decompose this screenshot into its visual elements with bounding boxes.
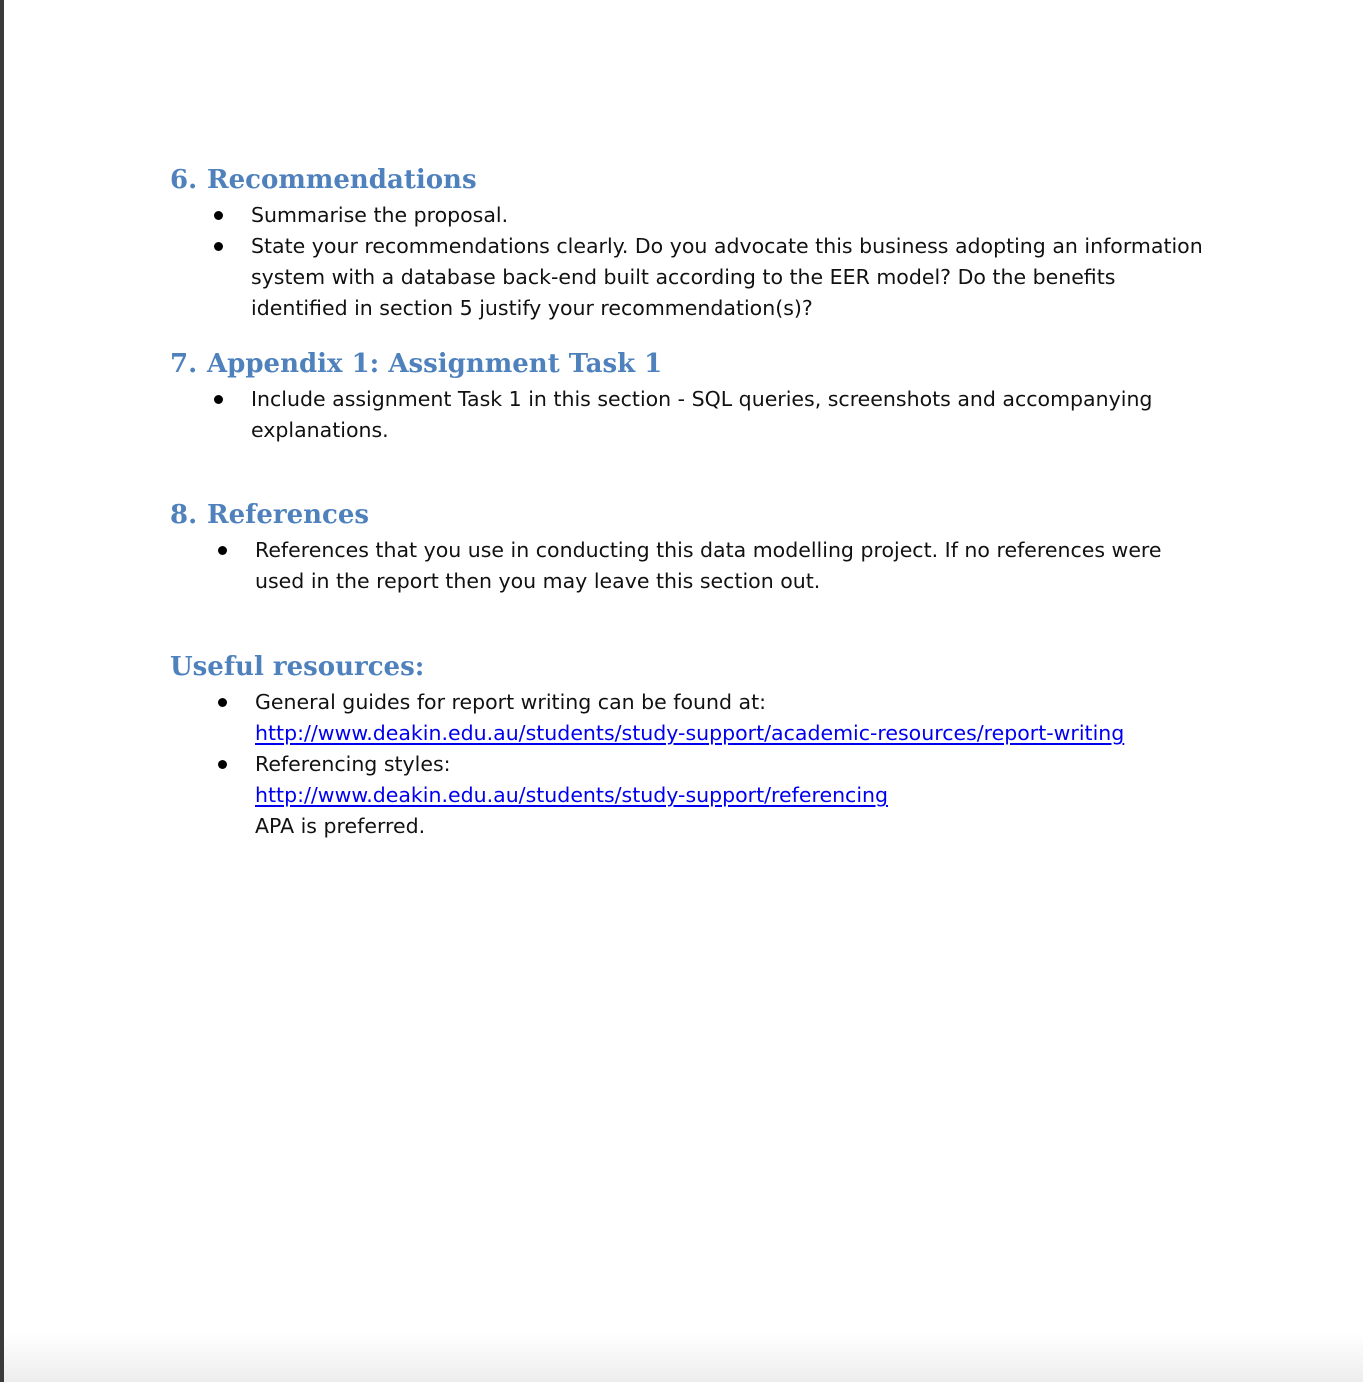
resources-bullet-list (255, 687, 1255, 842)
list-item (255, 749, 1255, 842)
bullet-icon (214, 242, 223, 251)
list-item (251, 231, 1211, 324)
section-6-heading (170, 164, 477, 196)
section-7-heading (170, 348, 662, 380)
section-8-bullet-1-text: References that you use in conducting this data modelling project. If no references were used in the report then you may leave this section out. (255, 538, 1162, 593)
referencing-link[interactable]: http://www.deakin.edu.au/students/study-support/referencing (255, 783, 889, 807)
section-7-title: Appendix 1: Assignment Task 1 (207, 349, 663, 379)
resource-2-note: APA is preferred. (255, 814, 426, 838)
section-6-bullet-list (251, 200, 1211, 324)
section-8-bullet-list (255, 535, 1185, 597)
section-7-number: 7. (170, 349, 198, 379)
report-writing-link[interactable]: http://www.deakin.edu.au/students/study-support/academic-resources/report-writing (255, 721, 1125, 745)
bullet-icon (214, 211, 223, 220)
section-8-number: 8. (170, 500, 198, 530)
resource-2-text: Referencing styles: (255, 752, 451, 776)
bullet-icon (218, 698, 227, 707)
resources-title: Useful resources: (170, 652, 425, 682)
section-6-title: Recommendations (207, 165, 477, 195)
section-7-bullet-1-text: Include assignment Task 1 in this section - SQL queries, screenshots and accompanying explanations. (251, 387, 1153, 442)
bullet-icon (218, 546, 227, 555)
list-item (251, 384, 1171, 446)
section-8-title: References (207, 500, 370, 530)
bullet-icon (214, 395, 223, 404)
section-6-bullet-1-text: Summarise the proposal. (251, 203, 509, 227)
document-page (4, 0, 1363, 1382)
bullet-icon (218, 760, 227, 769)
section-7-bullet-list (251, 384, 1171, 446)
list-item (255, 687, 1255, 749)
section-8-heading (170, 499, 369, 531)
page-bottom-shadow (4, 1332, 1363, 1382)
section-6-number: 6. (170, 165, 198, 195)
resource-1-text: General guides for report writing can be found at: (255, 690, 767, 714)
list-item (255, 535, 1185, 597)
section-6-bullet-2-text: State your recommendations clearly. Do you advocate this business adopting an information system with a database back-end built according to the EER model? Do the benefits identified in section 5 justify your recommendation(s)? (251, 234, 1203, 320)
list-item (251, 200, 1211, 231)
resources-heading (170, 651, 424, 683)
